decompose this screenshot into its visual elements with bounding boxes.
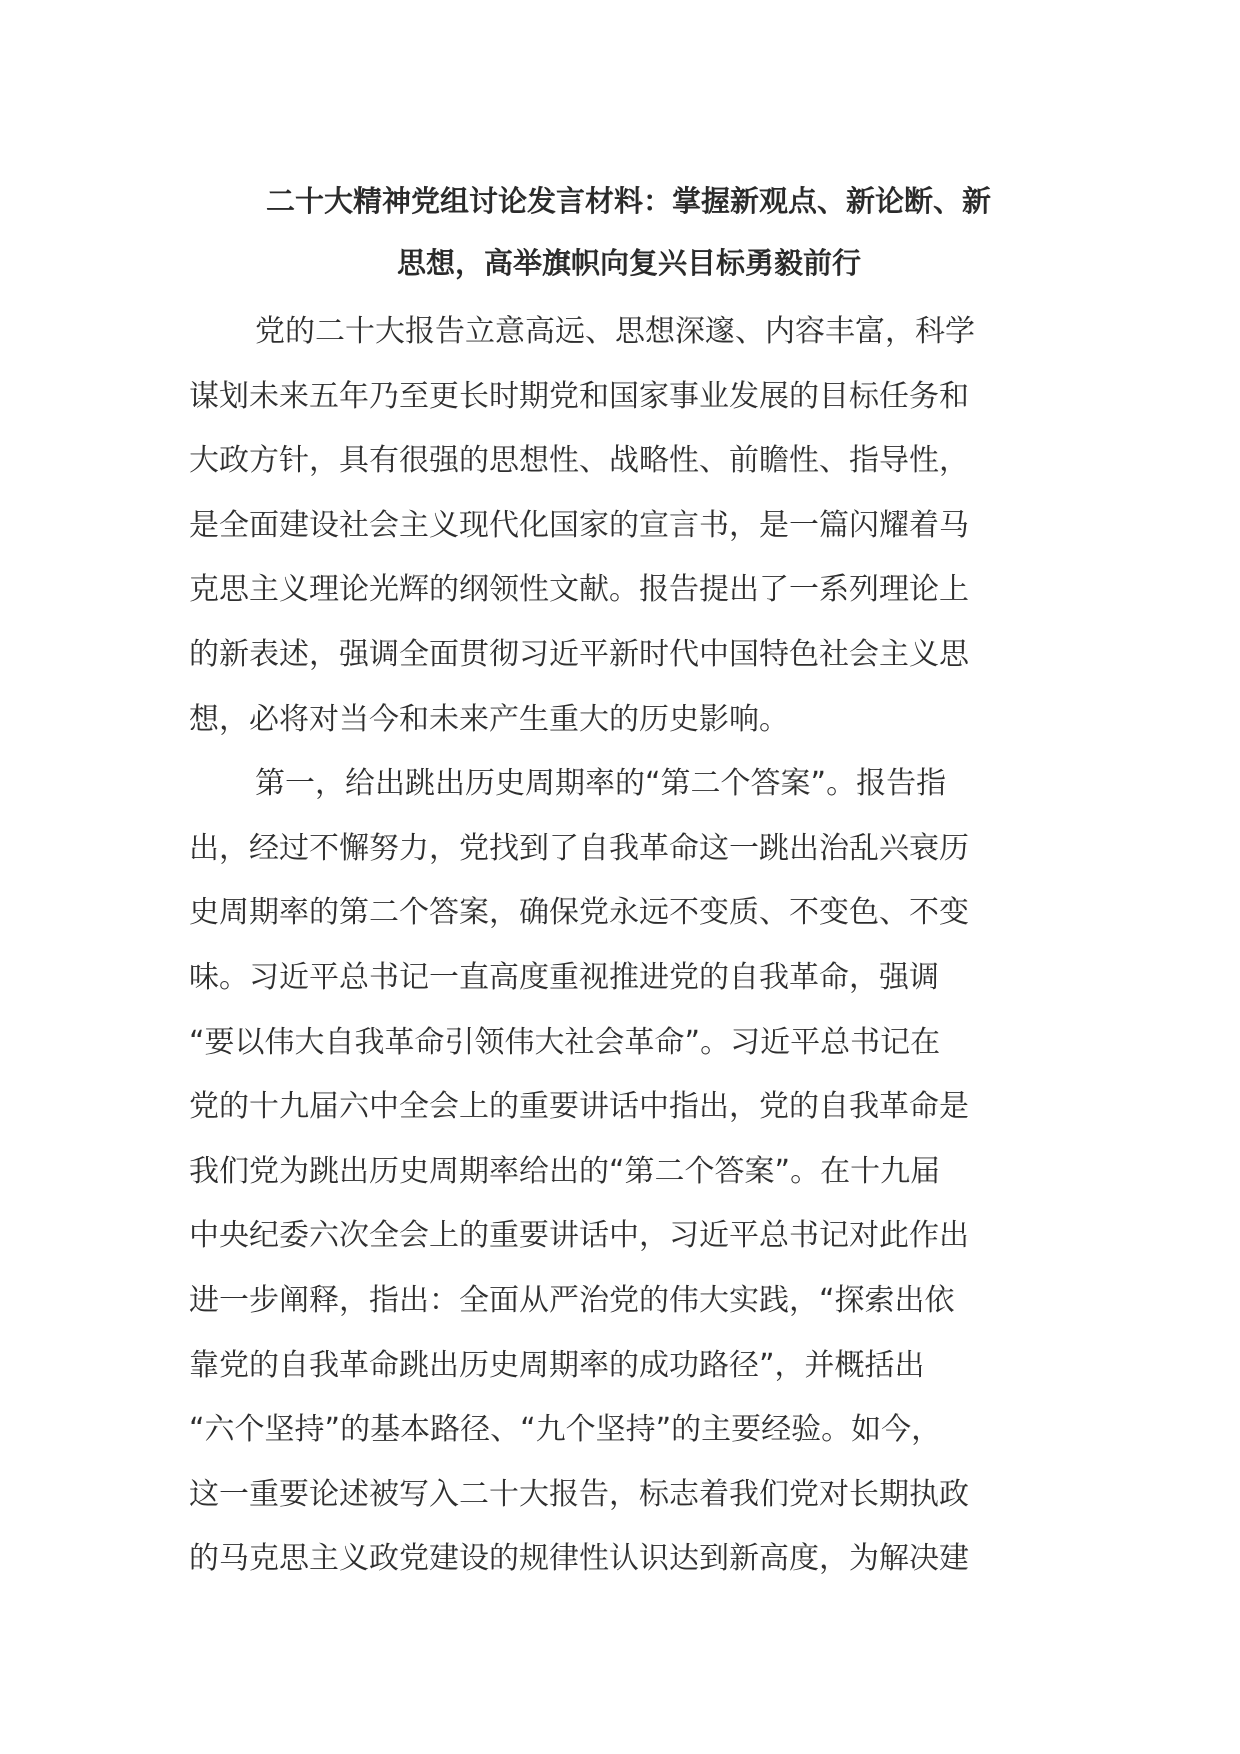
paragraph-line: 中央纪委六次全会上的重要讲话中，习近平总书记对此作出 [189, 1218, 969, 1254]
paragraph-line: 进一步阐释，指出：全面从严治党的伟大实践，“探索出依 [189, 1282, 955, 1318]
title-line-1: 二十大精神党组讨论发言材料：掌握新观点、新论断、新 [266, 184, 992, 218]
paragraph-line: 的新表述，强调全面贯彻习近平新时代中国特色社会主义思 [189, 636, 969, 672]
paragraph-line: 第一，给出跳出历史周期率的“第二个答案”。报告指 [255, 766, 947, 802]
paragraph-line: 味。习近平总书记一直高度重视推进党的自我革命，强调 [189, 959, 939, 995]
paragraph-1 [189, 300, 1059, 752]
paragraph-line: 大政方针，具有很强的思想性、战略性、前瞻性、指导性， [189, 443, 969, 479]
paragraph-line: 这一重要论述被写入二十大报告，标志着我们党对长期执政 [189, 1476, 969, 1512]
paragraph-line: 的马克思主义政党建设的规律性认识达到新高度，为解决建 [189, 1541, 969, 1577]
paragraph-line: 是全面建设社会主义现代化国家的宣言书，是一篇闪耀着马 [189, 507, 969, 543]
paragraph-line: 党的二十大报告立意高远、思想深邃、内容丰富，科学 [255, 314, 975, 349]
paragraph-line: 谋划未来五年乃至更长时期党和国家事业发展的目标任务和 [189, 378, 969, 414]
document-title [189, 170, 1069, 294]
document-body [189, 300, 1059, 1592]
paragraph-line: “六个坚持”的基本路径、“九个坚持”的主要经验。如今， [189, 1412, 942, 1448]
paragraph-line: 我们党为跳出历史周期率给出的“第二个答案”。在十九届 [189, 1153, 941, 1189]
paragraph-line: 史周期率的第二个答案，确保党永远不变质、不变色、不变 [189, 895, 969, 931]
paragraph-line: “要以伟大自我革命引领伟大社会革命”。习近平总书记在 [189, 1024, 941, 1060]
paragraph-line: 靠党的自我革命跳出历史周期率的成功路径”，并概括出 [189, 1347, 925, 1383]
paragraph-line: 党的十九届六中全会上的重要讲话中指出，党的自我革命是 [189, 1089, 969, 1125]
title-line-2: 思想，高举旗帜向复兴目标勇毅前行 [396, 246, 861, 280]
paragraph-line: 想，必将对当今和未来产生重大的历史影响。 [189, 701, 789, 737]
paragraph-2 [189, 752, 1059, 1592]
paragraph-line: 克思主义理论光辉的纲领性文献。报告提出了一系列理论上 [189, 572, 969, 608]
paragraph-line: 出，经过不懈努力，党找到了自我革命这一跳出治乱兴衰历 [189, 830, 969, 866]
